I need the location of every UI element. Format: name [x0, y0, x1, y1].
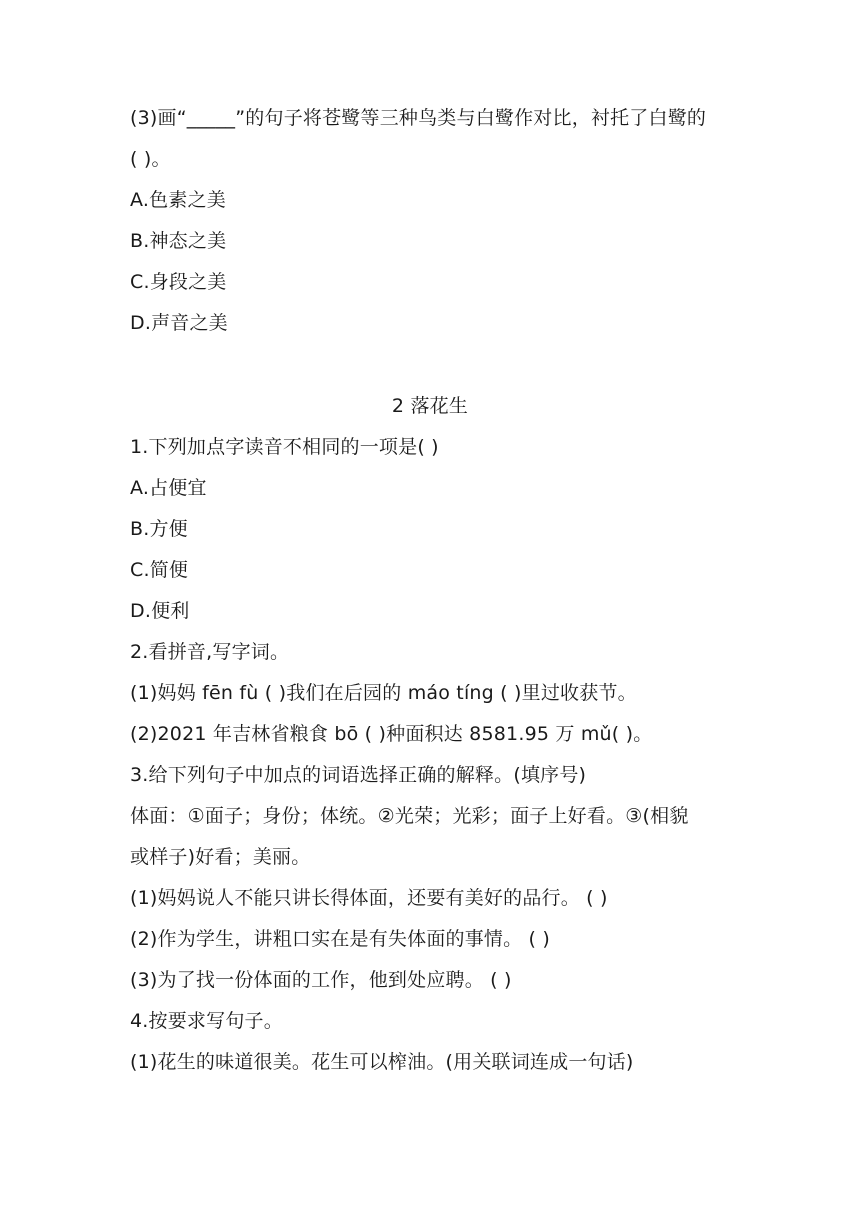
- question-4-item-1: (1)花生的味道很美。花生可以榨油。(用关联词连成一句话): [130, 1051, 634, 1073]
- question-4-title: 4.按要求写句子。: [130, 1010, 283, 1032]
- question-1-stem: 1.下列加点字读音不相同的一项是( ): [130, 436, 439, 458]
- question-1-option-c: C.简便: [130, 559, 189, 581]
- definition-line-1: 体面：①面子；身份；体统。②光荣；光彩；面子上好看。③(相貌: [130, 805, 689, 827]
- section-title: 2 落花生: [391, 395, 469, 417]
- question-1-option-a: A.占便宜: [130, 477, 207, 499]
- option-a: A.色素之美: [130, 189, 226, 211]
- question-3-stem: (3)画“_____”的句子将苍鹭等三种鸟类与白鹭作对比，衬托了白鹭的: [130, 107, 707, 129]
- question-1-option-d: D.便利: [130, 600, 190, 622]
- question-3-item-1: (1)妈妈说人不能只讲长得体面，还要有美好的品行。 ( ): [130, 887, 608, 909]
- question-3-blank: ( )。: [130, 148, 171, 170]
- question-2-item-2: (2)2021 年吉林省粮食 bō ( )种面积达 8581.95 万 mǔ( )。: [130, 723, 653, 745]
- option-d: D.声音之美: [130, 312, 228, 334]
- question-3-item-2: (2)作为学生，讲粗口实在是有失体面的事情。 ( ): [130, 928, 551, 950]
- option-b: B.神态之美: [130, 230, 227, 252]
- question-3-title: 3.给下列句子中加点的词语选择正确的解释。(填序号): [130, 764, 587, 786]
- option-c: C.身段之美: [130, 271, 227, 293]
- question-3-item-3: (3)为了找一份体面的工作，他到处应聘。 ( ): [130, 969, 512, 991]
- question-2-item-1: (1)妈妈 fēn fù ( )我们在后园的 máo tíng ( )里过收获节。: [130, 682, 637, 704]
- question-1-option-b: B.方便: [130, 518, 188, 540]
- definition-line-2: 或样子)好看；美丽。: [130, 846, 311, 868]
- question-2-stem: 2.看拼音,写字词。: [130, 641, 290, 663]
